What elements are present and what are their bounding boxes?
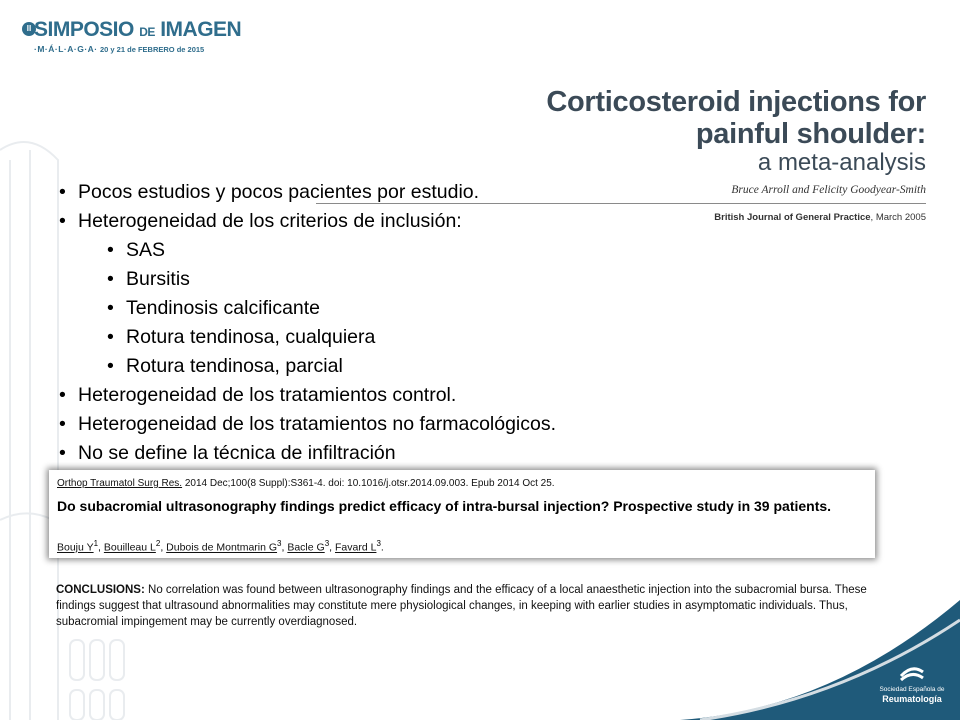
logo-title: SIMPOSIO DE IMAGEN <box>34 18 242 41</box>
author-link[interactable]: Bouju Y <box>57 541 94 554</box>
ser-logo: Sociedad Española de Reumatología <box>872 662 952 712</box>
list-item: • No se define la técnica de infiltración <box>58 439 556 468</box>
author-link[interactable]: Favard L <box>335 541 377 554</box>
conclusions-paragraph: CONCLUSIONS: No correlation was found between ultrasonography findings and the efficacy of a local anaesthetic injection into the subacromial bursa. These findings suggest that ultrasound abnormalities may constitute mere physiological changes, in keeping with earlier studies in asymptomatic individuals. Thus, subacromial impingement may be currently overdiagnosed. <box>56 584 867 628</box>
article-title: Do subacromial ultrasonography findings predict efficacy of intra-bursal injection? Prospective study in 39 patients. <box>57 498 832 514</box>
pubmed-citation-box <box>49 470 875 558</box>
paper-header <box>546 86 926 223</box>
edition-badge: II <box>22 22 36 36</box>
bullet-list <box>58 178 556 468</box>
list-item: • Bursitis <box>106 265 556 294</box>
list-item: • Heterogeneidad de los tratamientos control. <box>58 381 556 410</box>
list-item: • SAS <box>106 236 556 265</box>
paper-journal: British Journal of General Practice, March 2005 <box>714 212 926 223</box>
symposium-logo <box>22 14 242 66</box>
list-item: • Tendinosis calcificante <box>106 294 556 323</box>
conclusions-label: CONCLUSIONS: <box>56 584 145 596</box>
paper-subtitle: a meta-analysis <box>757 149 926 176</box>
ser-logo-icon <box>899 666 925 684</box>
logo-subtitle: ·M·Á·L·A·G·A· 20 y 21 de FEBRERO de 2015 <box>34 44 205 54</box>
paper-title-line2: painful shoulder: <box>695 118 926 150</box>
paper-title-line1: Corticosteroid injections for <box>546 86 926 118</box>
journal-link[interactable]: Orthop Traumatol Surg Res. <box>57 478 183 489</box>
list-item: • Rotura tendinosa, parcial <box>106 352 556 381</box>
list-item: • Heterogeneidad de los criterios de inclusión: <box>58 207 556 236</box>
author-link[interactable]: Bouilleau L <box>103 541 156 554</box>
author-link[interactable]: Bacle G <box>287 541 325 554</box>
article-authors: Bouju $Y^1$, Bouilleau $L^2$, Dubois de Montmarin $G^3$, Bacle $G^3$, Favard $L^3$. <box>57 539 384 554</box>
citation-line: Orthop Traumatol Surg Res. 2014 Dec;100(8 Suppl):S361-4. doi: 10.1016/j.otsr.2014.09.003. Epub 2014 Oct 25. <box>57 478 555 489</box>
list-item: • Pocos estudios y pocos pacientes por estudio. <box>58 178 556 207</box>
list-item: • Rotura tendinosa, cualquiera <box>106 323 556 352</box>
author-link[interactable]: Dubois de Montmarin G <box>166 541 278 554</box>
paper-authors: Bruce Arroll and Felicity Goodyear-Smith <box>731 184 926 196</box>
list-item: • Heterogeneidad de los tratamientos no farmacológicos. <box>58 410 556 439</box>
